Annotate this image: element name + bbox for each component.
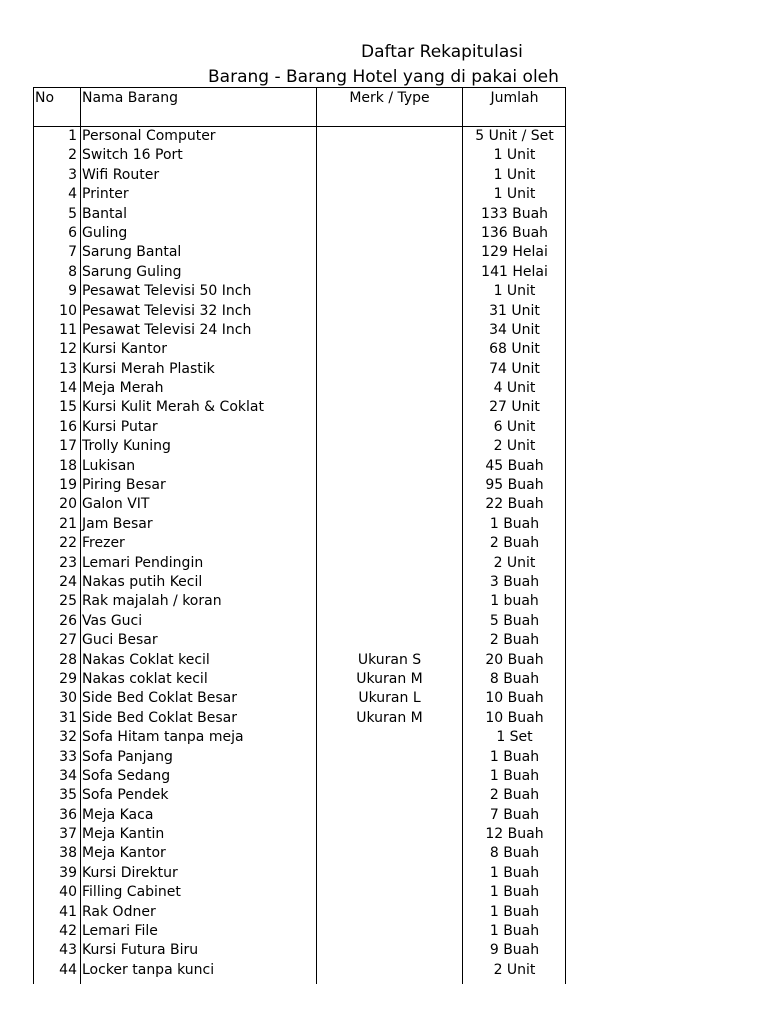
cell-no: 38 xyxy=(59,845,77,862)
cell-nama-barang: Filling Cabinet xyxy=(82,884,181,901)
cell-jumlah: 3 Buah xyxy=(489,573,540,590)
document-subtitle: Barang - Barang Hotel yang di pakai oleh xyxy=(208,67,559,87)
cell-no: 29 xyxy=(59,670,77,687)
cell-jumlah: 7 Buah xyxy=(489,806,540,823)
table-row xyxy=(0,459,768,478)
table-row xyxy=(0,750,768,769)
cell-jumlah: 1 Buah xyxy=(489,767,540,784)
table-row xyxy=(0,536,768,555)
cell-jumlah: 95 Buah xyxy=(485,477,544,494)
table-row xyxy=(0,943,768,962)
cell-merk-type: Ukuran M xyxy=(356,709,423,726)
table-row xyxy=(0,362,768,381)
cell-no: 28 xyxy=(59,651,77,668)
cell-no: 11 xyxy=(59,321,77,338)
cell-no: 6 xyxy=(68,224,77,241)
cell-no: 19 xyxy=(59,477,77,494)
cell-jumlah: 2 Unit xyxy=(493,961,536,978)
cell-nama-barang: Frezer xyxy=(82,535,125,552)
cell-nama-barang: Sarung Bantal xyxy=(82,244,182,261)
table-row xyxy=(0,672,768,691)
cell-no: 15 xyxy=(59,399,77,416)
table-row xyxy=(0,614,768,633)
table-row xyxy=(0,846,768,865)
table-row xyxy=(0,187,768,206)
table-row xyxy=(0,633,768,652)
cell-no: 25 xyxy=(59,593,77,610)
table-row xyxy=(0,323,768,342)
cell-jumlah: 5 Unit / Set xyxy=(475,128,554,144)
cell-nama-barang: Nakas coklat kecil xyxy=(82,670,208,687)
cell-no: 12 xyxy=(59,341,77,358)
cell-no: 37 xyxy=(59,826,77,843)
table-row xyxy=(0,711,768,730)
cell-nama-barang: Nakas putih Kecil xyxy=(82,573,203,590)
table-row xyxy=(0,400,768,419)
cell-jumlah: 1 Unit xyxy=(493,166,536,183)
cell-nama-barang: Rak majalah / koran xyxy=(82,593,222,610)
cell-no: 2 xyxy=(68,147,77,164)
cell-nama-barang: Galon VIT xyxy=(82,496,150,513)
cell-nama-barang: Locker tanpa kunci xyxy=(82,961,215,978)
cell-jumlah: 45 Buah xyxy=(485,457,544,474)
cell-no: 9 xyxy=(68,283,77,300)
cell-jumlah: 1 Buah xyxy=(489,903,540,920)
table-row xyxy=(0,963,768,982)
table-body xyxy=(0,129,768,982)
cell-nama-barang: Sarung Guling xyxy=(82,263,182,280)
cell-nama-barang: Jam Besar xyxy=(82,515,153,532)
cell-no: 17 xyxy=(59,438,77,455)
cell-nama-barang: Vas Guci xyxy=(82,612,143,629)
cell-nama-barang: Lemari File xyxy=(82,923,158,940)
table-row xyxy=(0,207,768,226)
cell-nama-barang: Kursi Kantor xyxy=(82,341,167,358)
cell-jumlah: 1 Buah xyxy=(489,748,540,765)
cell-jumlah: 1 Buah xyxy=(489,923,540,940)
cell-no: 41 xyxy=(59,903,77,920)
cell-nama-barang: Pesawat Televisi 24 Inch xyxy=(82,321,252,338)
cell-no: 4 xyxy=(68,186,77,203)
cell-no: 18 xyxy=(59,457,77,474)
cell-nama-barang: Side Bed Coklat Besar xyxy=(82,709,237,726)
table-row xyxy=(0,265,768,284)
table-row xyxy=(0,226,768,245)
cell-nama-barang: Kursi Direktur xyxy=(82,864,178,881)
cell-nama-barang: Nakas Coklat kecil xyxy=(82,651,210,668)
cell-jumlah: 9 Buah xyxy=(489,942,540,959)
table-row xyxy=(0,769,768,788)
cell-no: 1 xyxy=(68,128,77,144)
cell-nama-barang: Lemari Pendingin xyxy=(82,554,204,571)
cell-no: 40 xyxy=(59,884,77,901)
cell-jumlah: 2 Buah xyxy=(489,787,540,804)
cell-jumlah: 10 Buah xyxy=(485,709,544,726)
cell-nama-barang: Bantal xyxy=(82,205,128,222)
table-row xyxy=(0,924,768,943)
cell-no: 13 xyxy=(59,360,77,377)
cell-no: 16 xyxy=(59,418,77,435)
cell-no: 24 xyxy=(59,573,77,590)
cell-nama-barang: Meja Kaca xyxy=(82,806,154,823)
header-divider xyxy=(33,126,566,127)
cell-jumlah: 22 Buah xyxy=(485,496,544,513)
table-row xyxy=(0,381,768,400)
table-row xyxy=(0,866,768,885)
cell-nama-barang: Lukisan xyxy=(82,457,136,474)
table-row xyxy=(0,284,768,303)
cell-no: 7 xyxy=(68,244,77,261)
cell-no: 21 xyxy=(59,515,77,532)
cell-jumlah: 1 Buah xyxy=(489,864,540,881)
cell-no: 20 xyxy=(59,496,77,513)
cell-jumlah: 34 Unit xyxy=(489,321,540,338)
cell-jumlah: 2 Buah xyxy=(489,535,540,552)
cell-no: 35 xyxy=(59,787,77,804)
table-row xyxy=(0,808,768,827)
cell-jumlah: 5 Buah xyxy=(489,612,540,629)
table-row xyxy=(0,594,768,613)
cell-nama-barang: Sofa Sedang xyxy=(82,767,171,784)
cell-no: 42 xyxy=(59,923,77,940)
table-row xyxy=(0,245,768,264)
cell-no: 27 xyxy=(59,632,77,649)
cell-nama-barang: Meja Kantor xyxy=(82,845,166,862)
cell-merk-type: Ukuran L xyxy=(358,690,421,707)
table-row xyxy=(0,478,768,497)
table-row xyxy=(0,148,768,167)
table-row xyxy=(0,420,768,439)
table-row xyxy=(0,691,768,710)
cell-nama-barang: Side Bed Coklat Besar xyxy=(82,690,237,707)
cell-no: 30 xyxy=(59,690,77,707)
cell-jumlah: 20 Buah xyxy=(485,651,544,668)
cell-merk-type: Ukuran S xyxy=(357,651,422,668)
cell-no: 5 xyxy=(68,205,77,222)
cell-jumlah: 8 Buah xyxy=(489,845,540,862)
cell-jumlah: 136 Buah xyxy=(480,224,549,241)
cell-no: 26 xyxy=(59,612,77,629)
table-row xyxy=(0,342,768,361)
cell-jumlah: 6 Unit xyxy=(493,418,536,435)
table-row xyxy=(0,556,768,575)
cell-nama-barang: Sofa Pendek xyxy=(82,787,169,804)
document-title: Daftar Rekapitulasi xyxy=(361,42,523,62)
cell-nama-barang: Guling xyxy=(82,224,128,241)
cell-nama-barang: Pesawat Televisi 50 Inch xyxy=(82,283,252,300)
table-row xyxy=(0,517,768,536)
table-row xyxy=(0,129,768,148)
table-row xyxy=(0,439,768,458)
cell-no: 34 xyxy=(59,767,77,784)
table-row xyxy=(0,788,768,807)
cell-no: 3 xyxy=(68,166,77,183)
cell-jumlah: 74 Unit xyxy=(489,360,540,377)
cell-nama-barang: Printer xyxy=(82,186,129,203)
cell-no: 43 xyxy=(59,942,77,959)
cell-nama-barang: Sofa Hitam tanpa meja xyxy=(82,729,244,746)
table-row xyxy=(0,653,768,672)
cell-jumlah: 129 Helai xyxy=(481,244,548,261)
cell-nama-barang: Personal Computer xyxy=(82,128,216,144)
cell-no: 32 xyxy=(59,729,77,746)
cell-jumlah: 1 Unit xyxy=(493,147,536,164)
cell-jumlah: 68 Unit xyxy=(489,341,540,358)
table-row xyxy=(0,168,768,187)
cell-jumlah: 12 Buah xyxy=(485,826,544,843)
cell-jumlah: 133 Buah xyxy=(480,205,549,222)
cell-no: 36 xyxy=(59,806,77,823)
table-row xyxy=(0,575,768,594)
cell-nama-barang: Meja Merah xyxy=(82,380,164,397)
cell-jumlah: 1 buah xyxy=(490,593,539,610)
cell-nama-barang: Meja Kantin xyxy=(82,826,165,843)
cell-no: 14 xyxy=(59,380,77,397)
cell-jumlah: 1 Buah xyxy=(489,515,540,532)
header-jumlah: Jumlah xyxy=(490,90,539,106)
cell-jumlah: 1 Unit xyxy=(493,186,536,203)
header-no: No xyxy=(35,90,55,106)
cell-jumlah: 31 Unit xyxy=(489,302,540,319)
cell-jumlah: 2 Buah xyxy=(489,632,540,649)
cell-jumlah: 1 Set xyxy=(496,729,533,746)
cell-nama-barang: Switch 16 Port xyxy=(82,147,183,164)
table-row xyxy=(0,905,768,924)
cell-nama-barang: Wifi Router xyxy=(82,166,160,183)
cell-no: 23 xyxy=(59,554,77,571)
cell-nama-barang: Kursi Futura Biru xyxy=(82,942,199,959)
cell-no: 33 xyxy=(59,748,77,765)
cell-nama-barang: Sofa Panjang xyxy=(82,748,173,765)
cell-nama-barang: Guci Besar xyxy=(82,632,158,649)
table-row xyxy=(0,827,768,846)
table-row xyxy=(0,304,768,323)
table-row xyxy=(0,885,768,904)
cell-jumlah: 4 Unit xyxy=(493,380,536,397)
cell-no: 22 xyxy=(59,535,77,552)
cell-merk-type: Ukuran M xyxy=(356,670,423,687)
cell-nama-barang: Trolly Kuning xyxy=(82,438,171,455)
cell-nama-barang: Kursi Merah Plastik xyxy=(82,360,215,377)
cell-jumlah: 1 Buah xyxy=(489,884,540,901)
table-row xyxy=(0,497,768,516)
cell-nama-barang: Piring Besar xyxy=(82,477,166,494)
cell-no: 31 xyxy=(59,709,77,726)
cell-nama-barang: Kursi Putar xyxy=(82,418,158,435)
header-merk-type: Merk / Type xyxy=(349,90,430,106)
cell-jumlah: 141 Helai xyxy=(481,263,548,280)
cell-nama-barang: Kursi Kulit Merah & Coklat xyxy=(82,399,264,416)
cell-jumlah: 10 Buah xyxy=(485,690,544,707)
cell-no: 10 xyxy=(59,302,77,319)
cell-jumlah: 27 Unit xyxy=(489,399,540,416)
cell-jumlah: 2 Unit xyxy=(493,438,536,455)
cell-jumlah: 8 Buah xyxy=(489,670,540,687)
cell-nama-barang: Pesawat Televisi 32 Inch xyxy=(82,302,252,319)
cell-no: 44 xyxy=(59,961,77,978)
cell-jumlah: 1 Unit xyxy=(493,283,536,300)
cell-no: 39 xyxy=(59,864,77,881)
header-nama-barang: Nama Barang xyxy=(82,90,178,106)
cell-jumlah: 2 Unit xyxy=(493,554,536,571)
table-row xyxy=(0,730,768,749)
cell-nama-barang: Rak Odner xyxy=(82,903,156,920)
cell-no: 8 xyxy=(68,263,77,280)
